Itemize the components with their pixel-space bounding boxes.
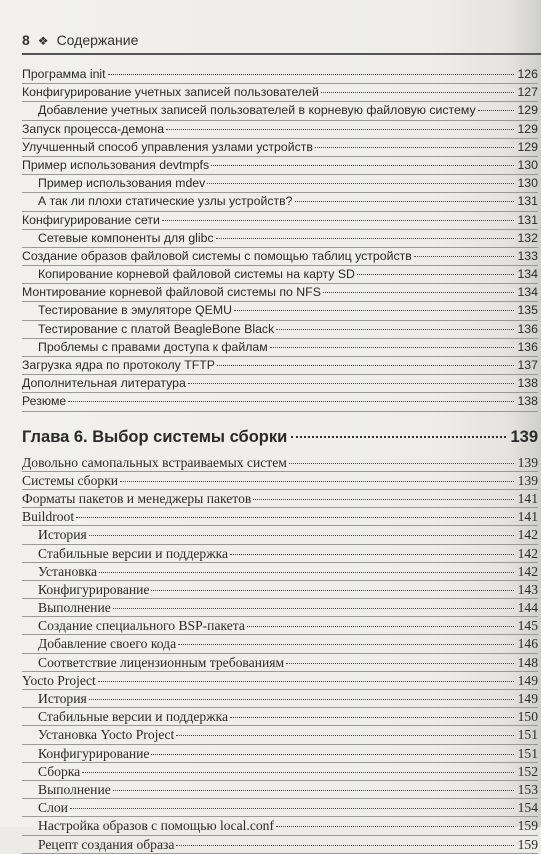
toc-entry-title: Выполнение	[38, 781, 111, 797]
running-header	[22, 32, 541, 48]
toc-entry-page: 149	[517, 691, 538, 706]
toc-entry-page: 129	[517, 121, 538, 136]
leader-dots	[230, 554, 514, 555]
toc-entry-page: 137	[517, 358, 538, 372]
toc-entry	[22, 248, 538, 266]
toc-entry	[22, 284, 538, 302]
toc-entry	[22, 121, 538, 139]
toc-entry-title: Монтирование корневой файловой системы по NFS	[22, 285, 321, 300]
toc-entry	[22, 817, 538, 835]
toc-entry-title: Установка	[38, 563, 98, 579]
leader-dots	[120, 481, 514, 482]
leader-dots	[176, 735, 514, 736]
toc-entry-title: А так ли плохи статические узлы устройств?	[38, 194, 293, 209]
toc-entry-title: Загрузка ядра по протоколу TFTP	[22, 358, 215, 372]
toc-entry	[22, 212, 538, 230]
toc-entry	[22, 745, 538, 763]
table-of-contents	[22, 66, 538, 854]
leader-dots	[108, 74, 514, 75]
toc-entry-title: Yocto Project	[22, 672, 96, 688]
leader-dots	[230, 717, 514, 718]
toc-entry-title: Стабильные версии и поддержка	[38, 709, 229, 725]
leader-dots	[323, 292, 514, 293]
leader-dots	[286, 663, 514, 664]
toc-entry-title: Дополнительная литература	[22, 376, 186, 391]
leader-dots	[76, 517, 514, 518]
toc-entry	[22, 508, 538, 526]
toc-entry-page: 153	[517, 781, 538, 797]
chapter-heading	[22, 427, 538, 447]
toc-entry	[22, 357, 538, 375]
toc-entry	[22, 454, 538, 472]
leader-dots	[70, 808, 514, 809]
toc-entry-title: Пример использования devtmpfs	[22, 157, 210, 172]
toc-entry-title: Сетевые компоненты для glibc	[38, 230, 214, 245]
toc-entry	[22, 102, 538, 120]
leader-dots	[68, 401, 514, 402]
toc-entry-page: 134	[517, 285, 538, 300]
leader-dots	[207, 183, 514, 184]
toc-entry	[22, 266, 538, 284]
toc-entry-title: Настройка образов с помощью local.conf	[38, 818, 274, 834]
leader-dots	[162, 220, 514, 221]
toc-entry-page: 145	[517, 618, 538, 634]
toc-entry-page: 149	[517, 672, 538, 688]
toc-entry	[22, 66, 538, 84]
toc-entry-page: 136	[517, 339, 538, 354]
toc-entry-title: Стабильные версии и поддержка	[38, 545, 229, 561]
toc-entry-title: История	[38, 527, 87, 543]
leader-dots	[151, 590, 514, 591]
toc-entry	[22, 672, 538, 690]
leader-dots	[113, 608, 514, 609]
toc-entry	[22, 84, 538, 102]
chapter-page: 139	[510, 427, 538, 446]
toc-entry	[22, 563, 538, 581]
toc-entry-page: 139	[517, 472, 538, 488]
toc-entry-title: Сборка	[38, 763, 81, 779]
leader-dots	[151, 754, 514, 755]
toc-entry	[22, 726, 538, 744]
toc-entry-title: Программа init	[22, 67, 106, 81]
toc-entry-title: Слои	[38, 800, 68, 816]
toc-entry-page: 142	[517, 563, 538, 579]
toc-entry	[22, 139, 538, 157]
toc-entry-title: Пример использования mdev	[38, 176, 206, 191]
leader-dots	[315, 147, 514, 148]
toc-entry-page: 141	[517, 490, 538, 506]
leader-dots	[276, 329, 514, 330]
toc-entry	[22, 635, 538, 653]
leader-dots	[166, 129, 514, 130]
toc-entry-page: 143	[517, 581, 538, 597]
leader-dots	[289, 463, 514, 464]
toc-entry-page: 141	[517, 509, 538, 525]
leader-dots	[113, 790, 514, 791]
toc-entry	[22, 708, 538, 726]
toc-entry	[22, 157, 538, 175]
toc-entry	[22, 617, 538, 635]
toc-section-chapter-5	[22, 66, 538, 412]
toc-entry-title: Установка Yocto Project	[38, 727, 175, 743]
toc-entry-title: Создание образов файловой системы с помощью таблиц устройств	[22, 248, 412, 263]
toc-entry-page: 135	[517, 303, 538, 318]
leader-dots	[98, 681, 514, 682]
toc-entry-title: Проблемы с правами доступа к файлам	[38, 339, 268, 354]
toc-entry-page: 126	[517, 67, 538, 81]
toc-entry-page: 148	[517, 654, 538, 670]
leader-dots	[217, 365, 514, 366]
toc-entry-page: 132	[517, 230, 538, 245]
toc-entry-page: 131	[517, 212, 538, 227]
toc-entry-title: Копирование корневой файловой системы на карту SD	[38, 267, 355, 282]
toc-entry	[22, 836, 538, 854]
leader-dots	[270, 347, 514, 348]
toc-entry	[22, 690, 538, 708]
leader-dots	[247, 626, 514, 627]
leader-dots	[89, 699, 514, 700]
leader-dots	[321, 92, 514, 93]
leader-dots	[176, 845, 514, 846]
toc-entry-page: 142	[517, 527, 538, 543]
toc-entry	[22, 654, 538, 672]
toc-entry	[22, 763, 538, 781]
toc-entry-title: Довольно самопальных встраиваемых систем	[22, 454, 287, 470]
leader-dots	[99, 572, 514, 573]
toc-entry	[22, 490, 538, 508]
toc-entry	[22, 781, 538, 799]
toc-entry-title: Улучшенный способ управления узлами устройств	[22, 139, 313, 154]
leader-dots	[295, 201, 515, 202]
toc-entry	[22, 545, 538, 563]
page-number: 8	[22, 32, 30, 48]
toc-entry	[22, 175, 538, 193]
leader-dots	[178, 644, 514, 645]
toc-entry-page: 127	[517, 85, 538, 100]
toc-section-chapter-6	[22, 454, 538, 854]
toc-entry-page: 134	[517, 267, 538, 282]
toc-entry-title: Соответствие лицензионным требованиям	[38, 654, 285, 670]
toc-entry-title: Добавление учетных записей пользователей в корневую файловую систему	[38, 103, 476, 118]
leader-dots	[216, 238, 514, 239]
toc-entry-page: 138	[517, 376, 538, 391]
chapter-title: Глава 6. Выбор системы сборки	[22, 427, 288, 446]
toc-entry-page: 130	[517, 157, 538, 172]
leader-dots	[253, 499, 514, 500]
leader-dots	[357, 274, 514, 275]
toc-entry-title: Конфигурирование	[38, 581, 150, 597]
toc-entry-page: 151	[517, 727, 538, 743]
leader-dots	[188, 383, 514, 384]
leader-dots	[291, 436, 506, 438]
toc-entry-page: 159	[517, 836, 538, 852]
toc-entry	[22, 599, 538, 617]
toc-entry	[22, 581, 538, 599]
toc-entry	[22, 393, 538, 411]
toc-entry-title: Рецепт создания образа	[38, 836, 175, 852]
leader-dots	[234, 310, 514, 311]
toc-entry-page: 142	[517, 545, 538, 561]
toc-entry-title: Резюме	[22, 394, 67, 409]
toc-entry-title: Создание специального BSP-пакета	[38, 618, 245, 634]
toc-entry-page: 138	[517, 394, 538, 409]
toc-entry-page: 152	[517, 763, 538, 779]
toc-entry	[22, 339, 538, 357]
toc-entry-title: Запуск процесса-демона	[22, 121, 165, 136]
toc-entry	[22, 799, 538, 817]
leader-dots	[414, 256, 514, 257]
toc-entry-page: 129	[517, 103, 538, 118]
toc-entry-title: Конфигурирование сети	[22, 212, 160, 227]
toc-entry	[22, 230, 538, 248]
toc-entry-title: Конфигурирование учетных записей пользователей	[22, 85, 319, 100]
toc-entry	[22, 321, 538, 339]
toc-entry-page: 150	[517, 709, 538, 725]
toc-entry	[22, 375, 538, 393]
leader-dots	[89, 535, 514, 536]
toc-entry-page: 139	[517, 454, 538, 470]
header-rule	[22, 53, 541, 55]
toc-entry-page: 151	[517, 745, 538, 761]
toc-entry-title: Системы сборки	[22, 472, 119, 488]
toc-entry	[22, 302, 538, 320]
toc-entry	[22, 526, 538, 544]
toc-entry-page: 146	[517, 636, 538, 652]
ornament-icon: ❖	[37, 34, 49, 48]
toc-entry-page: 133	[517, 248, 538, 263]
toc-entry-title: Тестирование с платой BeagleBone Black	[38, 321, 275, 336]
toc-entry-page: 159	[517, 818, 538, 834]
toc-entry-page: 154	[517, 800, 538, 816]
toc-entry-title: Форматы пакетов и менеджеры пакетов	[22, 490, 252, 506]
toc-entry	[22, 193, 538, 211]
toc-entry-title: Добавление своего кода	[38, 636, 177, 652]
toc-entry-title: Выполнение	[38, 600, 111, 616]
toc-entry-title: Конфигурирование	[38, 745, 150, 761]
leader-dots	[211, 165, 514, 166]
toc-entry-page: 144	[517, 600, 538, 616]
toc-entry-page: 131	[517, 194, 538, 209]
toc-entry-page: 130	[517, 176, 538, 191]
toc-entry	[22, 472, 538, 490]
leader-dots	[478, 110, 514, 111]
toc-entry-page: 136	[517, 321, 538, 336]
toc-entry-page: 129	[517, 139, 538, 154]
leader-dots	[82, 772, 514, 773]
header-title: Содержание	[56, 32, 139, 48]
toc-entry-title: История	[38, 691, 87, 706]
toc-entry-title: Тестирование в эмуляторе QEMU	[38, 303, 232, 318]
toc-entry-title: Buildroot	[22, 509, 75, 525]
